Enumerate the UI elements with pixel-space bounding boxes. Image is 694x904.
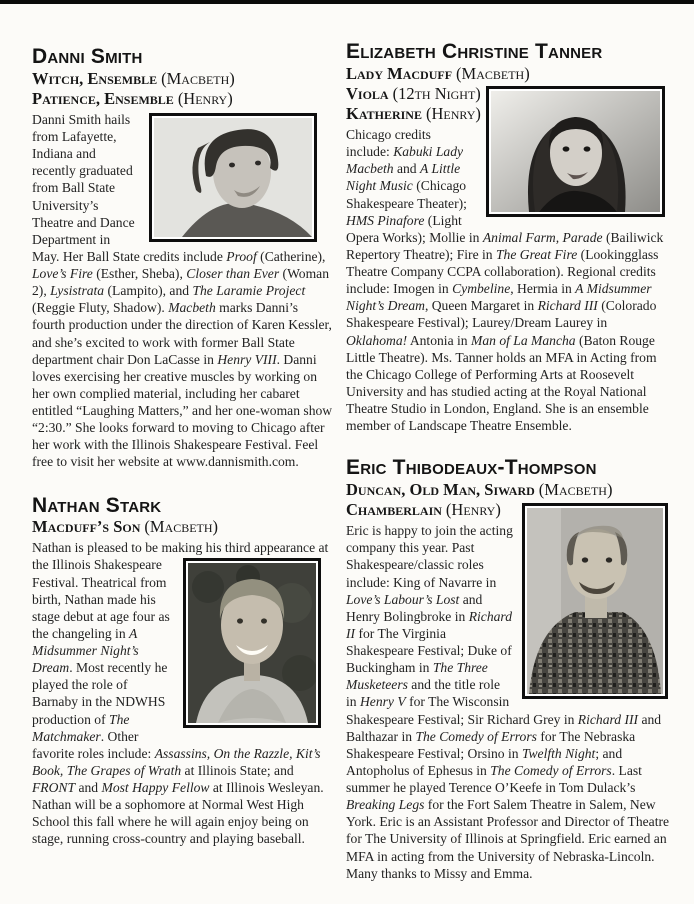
headshot-illustration [527, 508, 663, 694]
role-title: Macduff’s Son [32, 517, 141, 537]
actor-bio [32, 111, 334, 471]
role-play: (Macbeth) [161, 68, 235, 88]
right-column [346, 4, 670, 904]
role-title: Witch, Ensemble [32, 68, 158, 88]
left-column [32, 4, 334, 904]
actor-name: Nathan Stark [32, 493, 162, 517]
actor-name: Danni Smith [32, 45, 143, 68]
actor-section-eric-thibodeaux-thompson [346, 457, 670, 882]
eric-thibodeaux-thompson-headshot-photo [522, 503, 668, 699]
role-line [32, 69, 334, 89]
actor-section-nathan-stark [32, 495, 334, 848]
bio-first-line: Nathan is pleased to be making his third appearance at [32, 540, 329, 556]
role-play: (Henry) [177, 88, 233, 108]
role-line [346, 480, 670, 500]
role-title: Viola [346, 83, 389, 103]
actor-name: Eric Thibodeaux-Thompson [346, 456, 597, 480]
role-line [32, 517, 334, 537]
nathan-stark-headshot-photo [183, 558, 321, 728]
role-line [32, 89, 334, 109]
role-play: (Henry) [445, 500, 501, 520]
bio-text: Chicago credits include: Kabuki Lady Macbeth and A Little Night Music (Chicago Shakespeare Theater); HMS Pinafore (Light Opera Works); Mollie in Animal Farm, Parade (Bailiwick Repertory Theatre); Fire in The Great Fire (Lookingglass Theatre Company CCPA collaboration). Regional credits include: Imogen in Cymbeline, Hermia in A Midsummer Night’s Dream, Queen Margaret in Richard III (Colorado Shakespeare Festival); Laurey/Dream Laurey in Oklahoma! Antonia in Man of La Mancha (Baton Rouge Little Theatre). Ms. Tanner holds an MFA in Acting from the Chicago College of Performing Arts at Roosevelt University and has studied acting at the Royal National Theatre Studio in London, England. She is an ensemble member of Landscape Theatre Ensemble. [346, 127, 664, 434]
danni-smith-headshot-photo [149, 113, 317, 242]
role-title: Lady Macduff [346, 63, 453, 83]
photo-text-wrap [346, 84, 670, 435]
role-title: Chamberlain [346, 500, 442, 520]
role-title: Patience, Ensemble [32, 88, 174, 108]
bio-text: the Illinois Shakespeare Festival. Theatrical from birth, Nathan made his stage debut at age four as the changeling in A Midsummer Night’s Dream. Most recently he played the role of Barnaby in the NDWHS production of The Matchmaker. Other favorite roles include: Assassins, On the Razzle, Kit’s Book, The Grapes of Wrath at Illinois State; and FRONT and Most Happy Fellow at Illinois Wesleyan. Nathan will be a sophomore at Normal West High School this fall where he will again enjoy being on stage, running cross-country and playing baseball. [32, 557, 324, 847]
role-title: Katherine [346, 103, 422, 123]
bio-text: Eric is happy to join the acting company this year. Past Shakespeare/classic roles include: King of Navarre in Love’s Labour’s Lost and Henry Bolingbroke in Richard II for The Virginia Shakespeare Festival; Duke of Buckingham in The Three Musketeers and the title role in Henry V for The Wisconsin Shakespeare Festival; Sir Richard Grey in Richard III and Balthazar in The Comedy of Errors for The Nebraska Shakespeare Festival; Orsino in Twelfth Night; and Antopholus of Ephesus in The Comedy of Errors. Last summer he played Terence O’Keefe in Tom Dulack’s Breaking Legs for the Fort Salem Theatre in Salem, New York. Eric is an Assistant Professor and Director of Theatre for The University of Illinois at Springfield. Eric earned an MFA in acting from the University of Nebraska-Lincoln. Many thanks to Missy and Emma. [346, 523, 670, 881]
elizabeth-tanner-headshot-photo [486, 86, 665, 217]
role-play: (Henry) [425, 103, 481, 123]
role-play: (Macbeth) [144, 517, 219, 537]
role-play: (12th Night) [392, 83, 481, 103]
bio-text: Danni Smith hails from Lafayette, Indiana and recently graduated from Ball State University’s Theatre and Dance Department in May. Her Ball State credits include Proof (Catherine), Love’s Fire (Esther, Sheba), Closer than Ever (Woman 2), Lysistrata (Lampito), and The Laramie Project (Reggie Fluty, Shadow). Macbeth marks Danni’s fourth production under the direction of Karen Kessler, and she’s excited to work with former Ball State department chair Don LaCasse in Henry VIII. Danni loves exercising her creative muscles by working on her own complied material, including her cabaret entitled “Laughing Matters,” and her one-woman show “2:30.” She looks forward to moving to Chicago after her work with the Illinois Shakespeare Festival. Feel free to visit her website at www.dannismith.com. [32, 111, 333, 470]
photo-text-wrap [346, 500, 670, 882]
role-play: (Macbeth) [538, 479, 613, 499]
program-bios-page [0, 4, 694, 904]
actor-section-elizabeth-tanner [346, 41, 670, 434]
actor-name: Elizabeth Christine Tanner [346, 40, 603, 63]
actor-section-danni-smith [32, 46, 334, 471]
actor-bio [32, 556, 334, 847]
headshot-illustration [154, 118, 312, 237]
role-title: Duncan, Old Man, Siward [346, 479, 535, 499]
role-play: (Macbeth) [456, 63, 530, 83]
headshot-illustration [188, 563, 316, 723]
role-line [346, 64, 670, 84]
headshot-illustration [491, 91, 660, 212]
